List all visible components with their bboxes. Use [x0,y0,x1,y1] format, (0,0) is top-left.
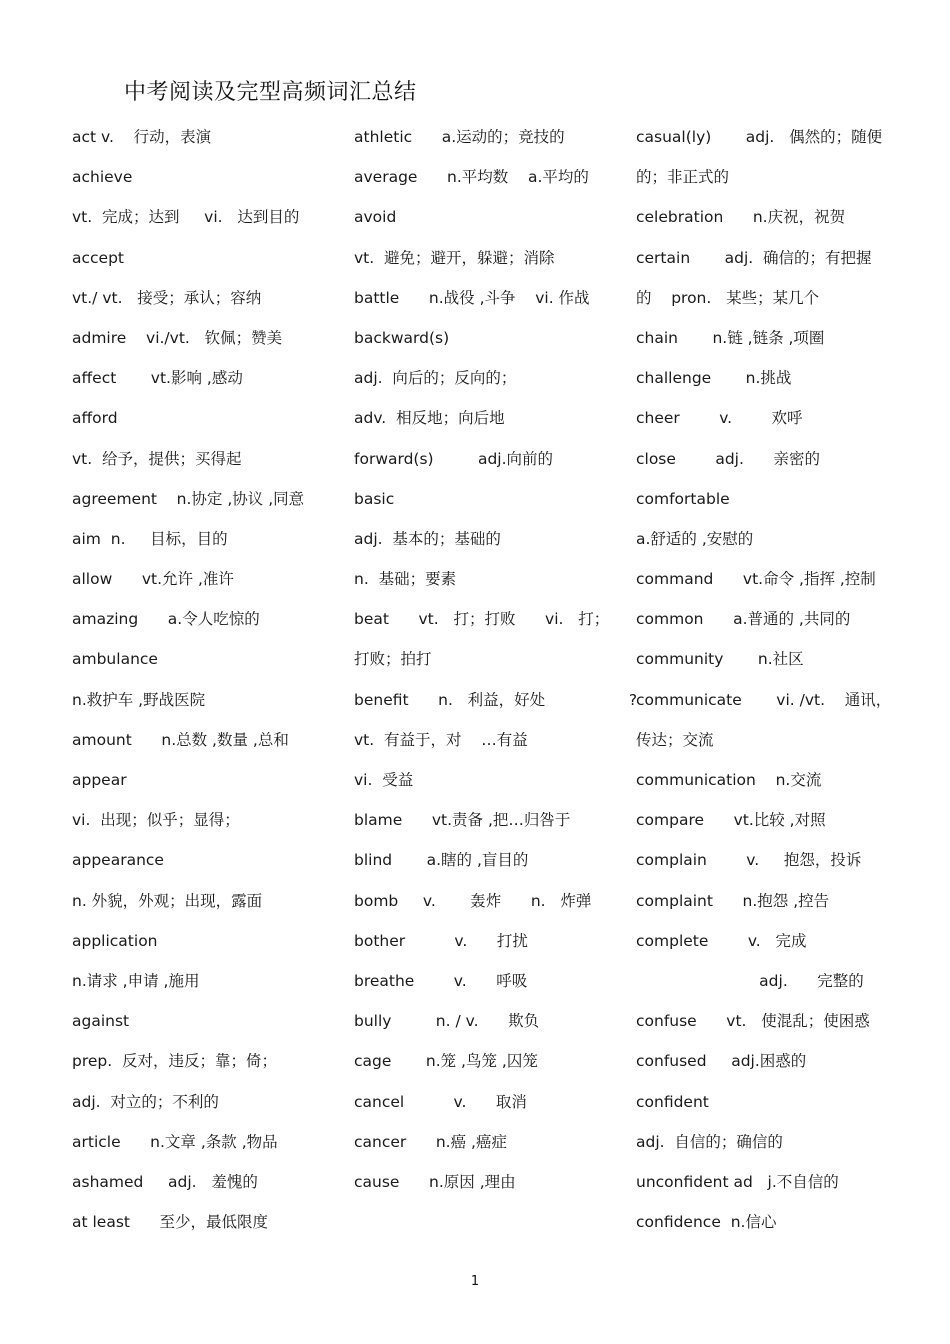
vocab-entry: affect vt.影响 ,感动 [72,369,243,388]
vocab-entry: 的；非正式的 [636,168,730,187]
vocab-entry: adj. 向后的；反向的； [354,369,517,388]
vocab-entry: complaint n.抱怨 ,控告 [636,891,830,910]
vocab-entry: n.请求 ,申请 ,施用 [72,971,200,990]
vocab-entry: amazing a.令人吃惊的 [72,610,260,629]
vocab-entry: adj. 对立的；不利的 [72,1092,219,1111]
vocab-entry: n. 基础；要素 [354,570,457,589]
vocab-entry: cancel v. 取消 [354,1092,527,1111]
vocab-entry: forward(s) adj.向前的 [354,449,554,468]
vocab-entry: communication n.交流 [636,771,822,789]
vocab-entry: appear [72,771,127,789]
vocab-entry: n. 外貌，外观；出现，露面 [72,891,263,910]
vocab-entry: adj. 自信的；确信的 [636,1132,783,1151]
vocab-entry: comfortable [636,489,730,508]
vocab-entry: athletic a.运动的；竞技的 [354,128,565,146]
vocab-entry: certain adj. 确信的；有把握 [636,248,872,267]
vocab-entry: chain n.链 ,链条 ,项圈 [636,328,825,347]
vocab-entry: beat vt. 打；打败 vi. 打； [354,610,610,629]
vocab-entry: adj. 完整的 [636,971,864,990]
vocab-entry: command vt.命令 ,指挥 ,控制 [636,570,876,589]
vocab-entry: appearance [72,851,164,870]
vocab-entry: confidence n.信心 [636,1213,777,1232]
vocab-entry: confuse vt. 使混乱；使困惑 [636,1012,870,1031]
vocab-entry: at least 至少，最低限度 [72,1213,269,1232]
vocab-entry: breathe v. 呼吸 [354,971,528,990]
vocab-column-1 [72,117,342,1242]
vocab-entry: ambulance [72,650,158,669]
vocab-entry: avoid [354,208,397,227]
vocab-entry: common a.普通的 ,共同的 [636,610,851,629]
page-number: 1 [470,1274,480,1289]
vocab-entry: bully n. / v. 欺负 [354,1012,540,1031]
vocab-entry: accept [72,248,124,267]
vocab-entry: complain v. 抱怨，投诉 [636,851,862,870]
vocab-entry: act v. 行动，表演 [72,128,212,146]
vocab-entry: prep. 反对，违反；靠；倚； [72,1052,278,1071]
vocab-entry: challenge n.挑战 [636,369,792,388]
vocab-entry: blame vt.责备 ,把…归咎于 [354,811,571,830]
vocab-entry: confused adj.困惑的 [636,1052,807,1071]
vocab-entry: bomb v. 轰炸 n. 炸弹 [354,891,592,910]
vocab-entry: 传达；交流 [636,730,714,749]
vocab-entry: adv. 相反地；向后地 [354,409,505,428]
vocab-entry: basic [354,489,395,508]
vocab-entry: vt./ vt. 接受；承认；容纳 [72,288,262,307]
vocab-entry: vi. 出现；似乎；显得； [72,811,240,830]
vocab-entry [354,1202,624,1242]
vocab-entry: amount n.总数 ,数量 ,总和 [72,730,289,749]
vocab-entry: allow vt.允许 ,准许 [72,570,234,589]
vocab-entry: aim n. 目标，目的 [72,529,228,548]
vocab-entry: application [72,931,158,950]
vocab-entry: article n.文章 ,条款 ,物品 [72,1132,278,1151]
vocab-entry: close adj. 亲密的 [636,449,820,468]
vocab-entry: cancer n.癌 ,癌症 [354,1132,507,1151]
vocab-entry: vi. 受益 [354,771,414,789]
vocab-entry: cheer v. 欢呼 [636,409,803,428]
vocab-entry: complete v. 完成 [636,931,807,950]
vocab-entry: a.舒适的 ,安慰的 [636,529,754,548]
vocab-entry: communicate vi. /vt. 通讯， [636,690,892,709]
vocab-entry: community n.社区 [636,650,804,669]
vocab-entry: admire vi./vt. 钦佩；赞美 [72,328,283,347]
vocab-entry: battle n.战役 ,斗争 vi. 作战 [354,288,590,307]
vocab-entry: cause n.原因 ,理由 [354,1172,516,1191]
vocab-entry: vt. 有益于，对 …有益 [354,730,528,749]
vocab-entry: 打败；拍打 [354,650,432,669]
vocab-entry: unconfident ad j.不自信的 [636,1172,839,1191]
vocab-entry: backward(s) [354,328,450,347]
vocab-entry: cage n.笼 ,鸟笼 ,囚笼 [354,1052,538,1071]
vocab-entry: confident [636,1092,709,1111]
vocab-entry: n.救护车 ,野战医院 [72,690,206,709]
vocab-entry: average n.平均数 a.平均的 [354,168,589,187]
vocab-entry: adj. 基本的；基础的 [354,529,501,548]
vocab-entry: afford [72,409,118,428]
vocab-entry: casual(ly) adj. 偶然的；随便 [636,128,883,146]
vocab-entry: compare vt.比较 ,对照 [636,811,826,830]
vocab-entry: against [72,1012,130,1031]
vocab-entry: 的 pron. 某些；某几个 [636,288,820,307]
vocab-entry: benefit n. 利益，好处 ? [354,690,638,709]
vocab-entry: celebration n.庆祝，祝贺 [636,208,846,227]
vocab-entry: vt. 给予，提供；买得起 [72,449,242,468]
vocab-entry: ashamed adj. 羞愧的 [72,1172,258,1191]
vocab-entry: blind a.瞎的 ,盲目的 [354,851,529,870]
vocab-entry: bother v. 打扰 [354,931,528,950]
vocab-column-3 [636,117,892,1242]
vocab-column-2 [354,117,638,1242]
vocab-entry: vt. 完成；达到 vi. 达到目的 [72,208,300,227]
vocab-entry: achieve [72,168,133,187]
vocab-entry: vt. 避免；避开，躲避；消除 [354,248,555,267]
vocab-entry: agreement n.协定 ,协议 ,同意 [72,489,305,508]
page-title: 中考阅读及完型高频词汇总结 [124,80,417,105]
